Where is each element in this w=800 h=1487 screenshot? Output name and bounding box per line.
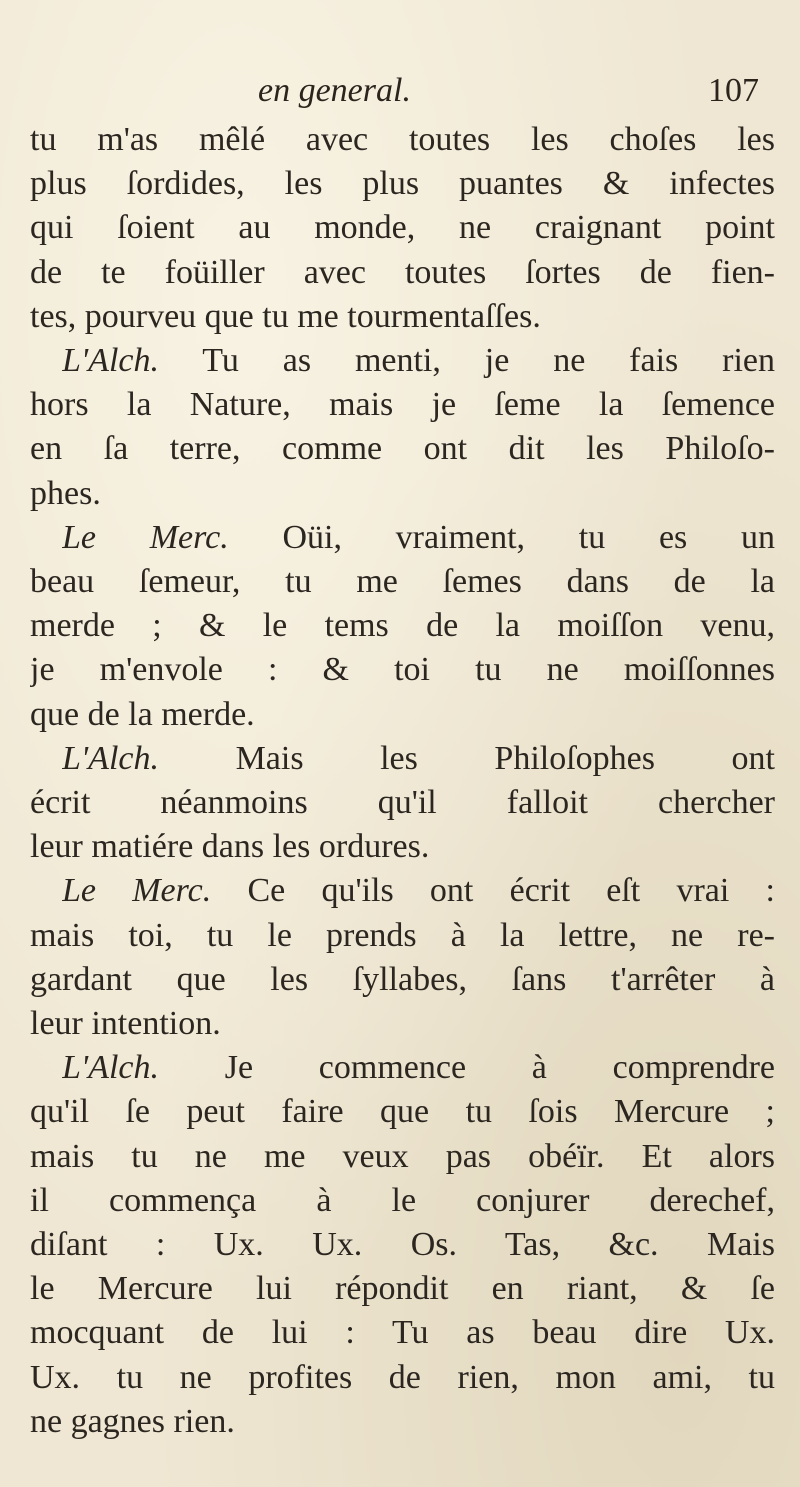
line-text: écrit néanmoins qu'il falloit chercher [30,784,775,821]
line-text: leur matiére dans les ordures. [30,828,430,866]
text-line [30,914,775,958]
text-line [30,648,775,692]
text-line [62,1046,775,1090]
speaker-label: L'Alch. [62,1049,159,1087]
line-text: hors la Nature, mais je ſeme la ſemence [30,386,775,424]
line-text: il commença à le conjurer derechef, [30,1181,775,1219]
text-line [30,295,775,339]
line-text: que de la merde. [30,695,255,733]
text-line [30,472,775,516]
page-header [0,72,800,122]
speaker-label: Le Merc. [62,872,212,910]
text-line [30,958,775,1002]
text-line [30,1311,775,1355]
line-text: leur intention. [30,1005,221,1042]
text-line [30,1267,775,1311]
text-line [30,118,775,162]
line-text: en ſa terre, comme ont dit les Philoſo- [30,430,775,468]
text-line [30,1135,775,1179]
line-text: diſant : Ux. Ux. Os. Tas, &c. Mais [30,1226,775,1263]
text-line [30,427,775,471]
text-line [30,206,775,250]
line-text: beau ſemeur, tu me ſemes dans de la [30,563,775,600]
text-line [62,737,775,781]
line-text: Je commence à comprendre [224,1049,775,1087]
line-text: Ux. tu ne profites de rien, mon ami, tu [30,1358,775,1396]
line-text: qui ſoient au monde, ne craignant point [30,209,775,247]
line-text: tu m'as mêlé avec toutes les choſes les [30,121,775,158]
line-text: gardant que les ſyllabes, ſans t'arrêter à [30,960,775,998]
text-line [30,781,775,825]
line-text: mais toi, tu le prends à la lettre, ne re- [30,916,775,954]
line-text: qu'il ſe peut faire que tu ſois Mercure ; [30,1093,775,1131]
speaker-label: L'Alch. [62,739,159,777]
line-text: plus ſordides, les plus puantes & infectes [30,165,775,203]
line-text: Ce qu'ils ont écrit eſt vrai : [247,872,775,910]
line-text: de te foüiller avec toutes ſortes de fien- [30,253,775,291]
speaker-label: L'Alch. [62,342,159,379]
line-text: Mais les Philoſophes ont [235,739,775,777]
text-line [30,1356,775,1400]
text-line [30,825,775,869]
text-line [30,693,775,737]
text-line [30,1090,775,1134]
line-text: mocquant de lui : Tu as beau dire Ux. [30,1314,775,1352]
running-title: en general. [258,72,411,109]
line-text: tes, pourveu que tu me tourmentaſſes. [30,297,541,335]
line-text: merde ; & le tems de la moiſſon venu, [30,607,775,645]
text-line [30,1400,775,1444]
text-line [30,604,775,648]
speaker-label: Le Merc. [62,518,229,556]
line-text: le Mercure lui répondit en riant, & ſe [30,1270,775,1308]
line-text: Tu as menti, je ne fais rien [202,342,775,379]
text-line [30,1002,775,1046]
text-line [30,1223,775,1267]
line-text: phes. [30,474,101,512]
line-text: mais tu ne me veux pas obéïr. Et alors [30,1137,775,1175]
text-line [30,162,775,206]
text-line [62,516,775,560]
line-text: je m'envole : & toi tu ne moiſſonnes [30,651,775,689]
line-text: Oüi, vraiment, tu es un [282,518,775,556]
line-text: ne gagnes rien. [30,1402,235,1440]
text-line [30,1179,775,1223]
text-line [62,869,775,913]
text-line [30,560,775,604]
text-line [30,251,775,295]
page-number: 107 [708,72,759,109]
text-line [62,339,775,383]
text-line [30,383,775,427]
